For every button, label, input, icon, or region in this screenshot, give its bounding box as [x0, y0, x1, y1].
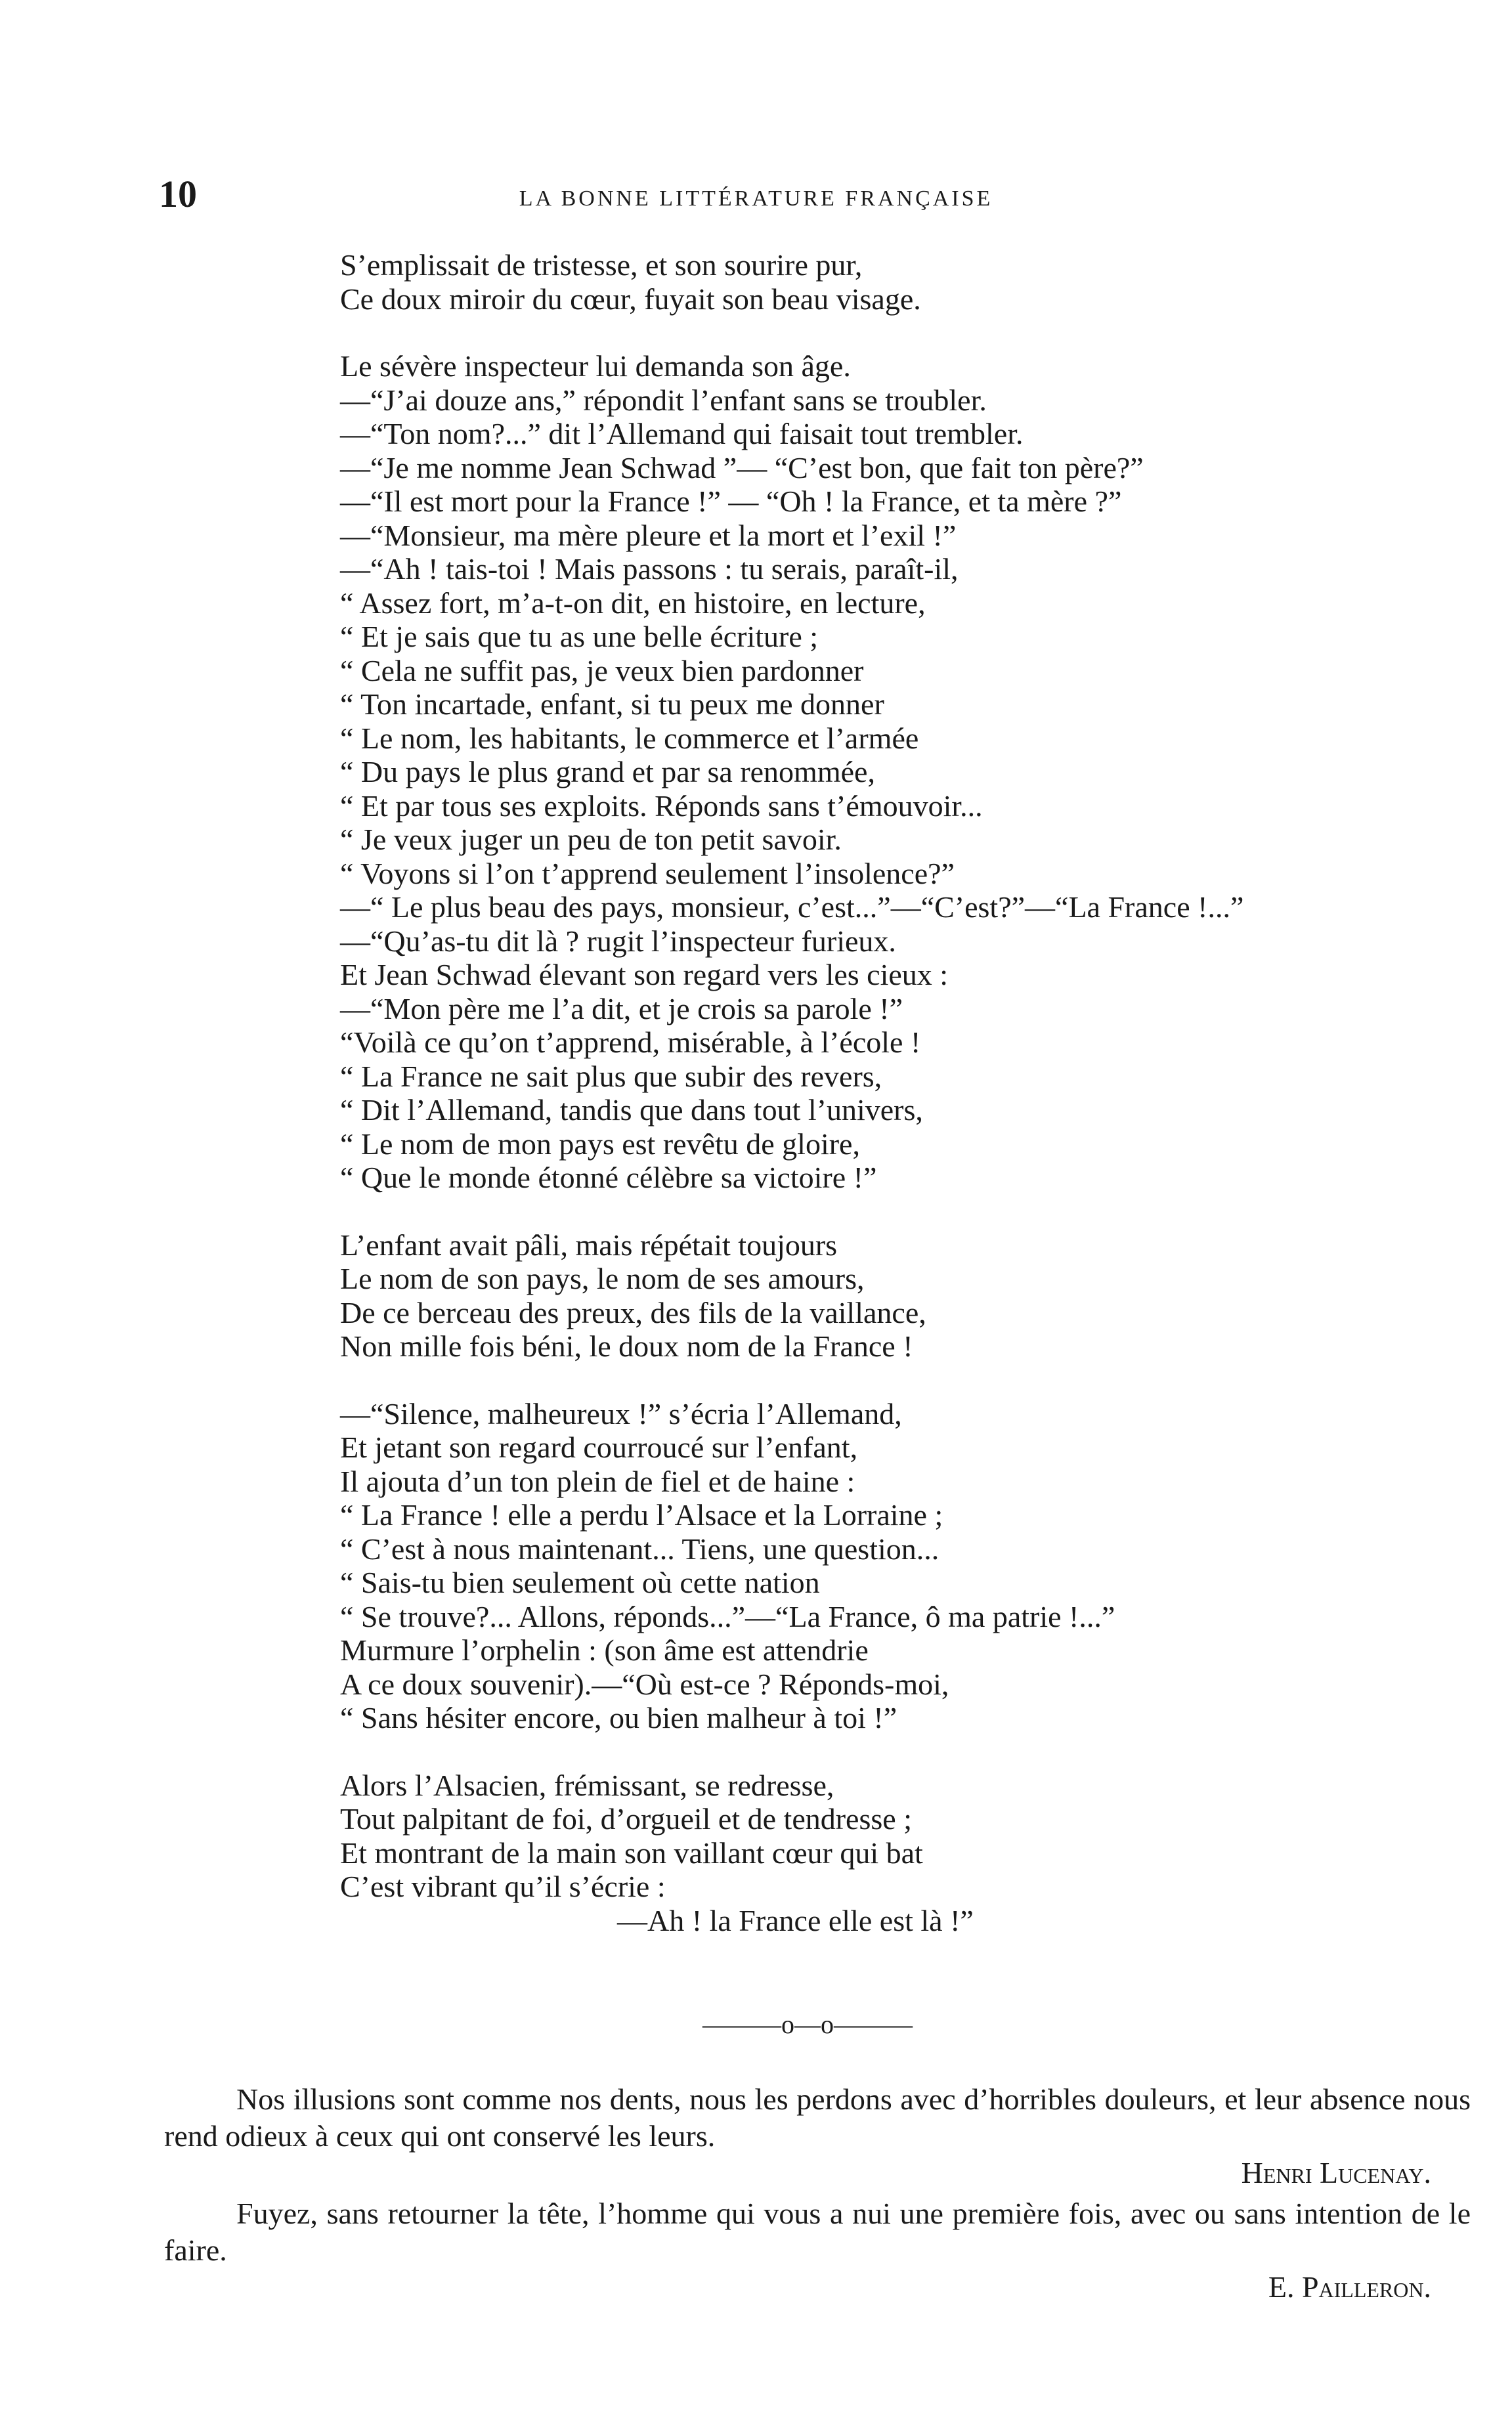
verse-line: —“Ton nom?...” dit l’Allemand qui faisait tout trembler.	[340, 417, 1024, 450]
verse-line: —“Silence, malheureux !” s’écria l’Allemand,	[340, 1396, 902, 1431]
verse-line: “ Et je sais que tu as une belle écriture ;	[340, 620, 819, 653]
verse-line: “ Dit l’Allemand, tandis que dans tout l’univers,	[340, 1093, 923, 1127]
verse-line: “ Se trouve?... Allons, réponds...”—“La France, ô ma patrie !...”	[340, 1599, 1115, 1633]
quote-text: Fuyez, sans retourner la tête, l’homme qui vous a nui une première fois, avec ou sans intention de le faire.	[164, 2197, 1471, 2267]
verse-line: —“Qu’as-tu dit là ? rugit l’inspecteur furieux.	[340, 924, 896, 958]
verse-line: “ Du pays le plus grand et par sa renommée,	[340, 755, 875, 788]
verse-line: —“Je me nomme Jean Schwad ”— “C’est bon, que fait ton père?”	[340, 450, 1144, 484]
verse-line: Ce doux miroir du cœur, fuyait son beau visage.	[340, 282, 921, 316]
verse-line: C’est vibrant qu’il s’écrie :	[340, 1870, 666, 1903]
verse-line: Murmure l’orphelin : (son âme est attendrie	[340, 1633, 869, 1667]
quotes-section	[164, 2081, 1471, 2310]
quote-author: E. Pailleron.	[1268, 2270, 1431, 2304]
verse-line: —“Monsieur, ma mère pleure et la mort et l’exil !”	[340, 518, 957, 552]
verse-line: “ Sais-tu bien seulement où cette nation	[340, 1566, 820, 1599]
verse-line: Alors l’Alsacien, frémissant, se redresse,	[340, 1768, 834, 1802]
verse-line: “ Et par tous ses exploits. Réponds sans t’émouvoir...	[340, 788, 983, 823]
verse-line: “ Assez fort, m’a-t-on dit, en histoire, en lecture,	[340, 586, 926, 620]
verse-line: —“Ah ! tais-toi ! Mais passons : tu serais, paraît-il,	[340, 552, 959, 586]
verse-line: “ C’est à nous maintenant... Tiens, une question...	[340, 1532, 940, 1566]
verse-line: —“Il est mort pour la France !” — “Oh ! la France, et ta mère ?”	[340, 484, 1122, 518]
verse-line: Le nom de son pays, le nom de ses amours,	[340, 1262, 865, 1295]
verse-line: —“J’ai douze ans,” répondit l’enfant sans se troubler.	[340, 383, 987, 417]
quote-attribution	[164, 2155, 1471, 2191]
stanza-4	[340, 1397, 1469, 1735]
quote-attribution	[164, 2269, 1471, 2306]
verse-line: —“Mon père me l’a dit, et je crois sa parole !”	[340, 991, 903, 1025]
verse-line: De ce berceau des preux, des fils de la vaillance,	[340, 1295, 926, 1329]
verse-line: Et montrant de la main son vaillant cœur qui bat	[340, 1836, 923, 1870]
verse-line: “ La France ne sait plus que subir des revers,	[340, 1059, 882, 1093]
stanza-3	[340, 1228, 1469, 1364]
verse-line: “ La France ! elle a perdu l’Alsace et la Lorraine ;	[340, 1498, 943, 1532]
verse-line: “ Le nom de mon pays est revêtu de gloire,	[340, 1127, 860, 1161]
verse-line: A ce doux souvenir).—“Où est-ce ? Réponds-moi,	[340, 1667, 949, 1701]
verse-line: S’emplissait de tristesse, et son sourire pur,	[340, 248, 863, 282]
verse-line: “ Cela ne suffit pas, je veux bien pardonner	[340, 653, 864, 687]
verse-line: Et jetant son regard courroucé sur l’enfant,	[340, 1431, 858, 1464]
quote-author: Henri Lucenay.	[1241, 2156, 1431, 2189]
verse-line: —“ Le plus beau des pays, monsieur, c’est...”—“C’est?”—“La France !...”	[340, 890, 1244, 924]
verse-line: Le sévère inspecteur lui demanda son âge.	[340, 349, 851, 383]
verse-line: “ Que le monde étonné célèbre sa victoire !”	[340, 1161, 877, 1194]
quote-text: Nos illusions sont comme nos dents, nous les perdons avec d’horribles douleurs, et leur absence nous rend odieux à ceux qui ont conservé les leurs.	[164, 2082, 1471, 2153]
verse-line: “ Voyons si l’on t’apprend seulement l’insolence?”	[340, 856, 955, 890]
stanza-5	[340, 1769, 1469, 1938]
page-number: 10	[159, 173, 197, 215]
stanza-2	[340, 349, 1469, 1195]
verse-line: Non mille fois béni, le doux nom de la France !	[340, 1329, 913, 1363]
verse-line: L’enfant avait pâli, mais répétait toujours	[340, 1228, 838, 1262]
verse-line: “ Le nom, les habitants, le commerce et l’armée	[340, 721, 919, 755]
verse-line: “Voilà ce qu’on t’apprend, misérable, à l’école !	[340, 1025, 921, 1059]
verse-line: Tout palpitant de foi, d’orgueil et de tendresse ;	[340, 1802, 912, 1836]
section-separator: ———o—o———	[702, 2010, 913, 2039]
verse-final-line: —Ah ! la France elle est là !”	[617, 1903, 974, 1937]
verse-line: Et Jean Schwad élevant son regard vers les cieux :	[340, 958, 949, 991]
stanza-1	[340, 248, 1469, 316]
verse-line: “ Ton incartade, enfant, si tu peux me donner	[340, 687, 884, 721]
verse-line: “ Je veux juger un peu de ton petit savoir.	[340, 823, 842, 856]
verse-line: “ Sans hésiter encore, ou bien malheur à toi !”	[340, 1701, 897, 1734]
verse-line: Il ajouta d’un ton plein de fiel et de haine :	[340, 1464, 855, 1498]
running-title: LA BONNE LITTÉRATURE FRANÇAISE	[519, 186, 993, 211]
poem	[340, 248, 1469, 1971]
